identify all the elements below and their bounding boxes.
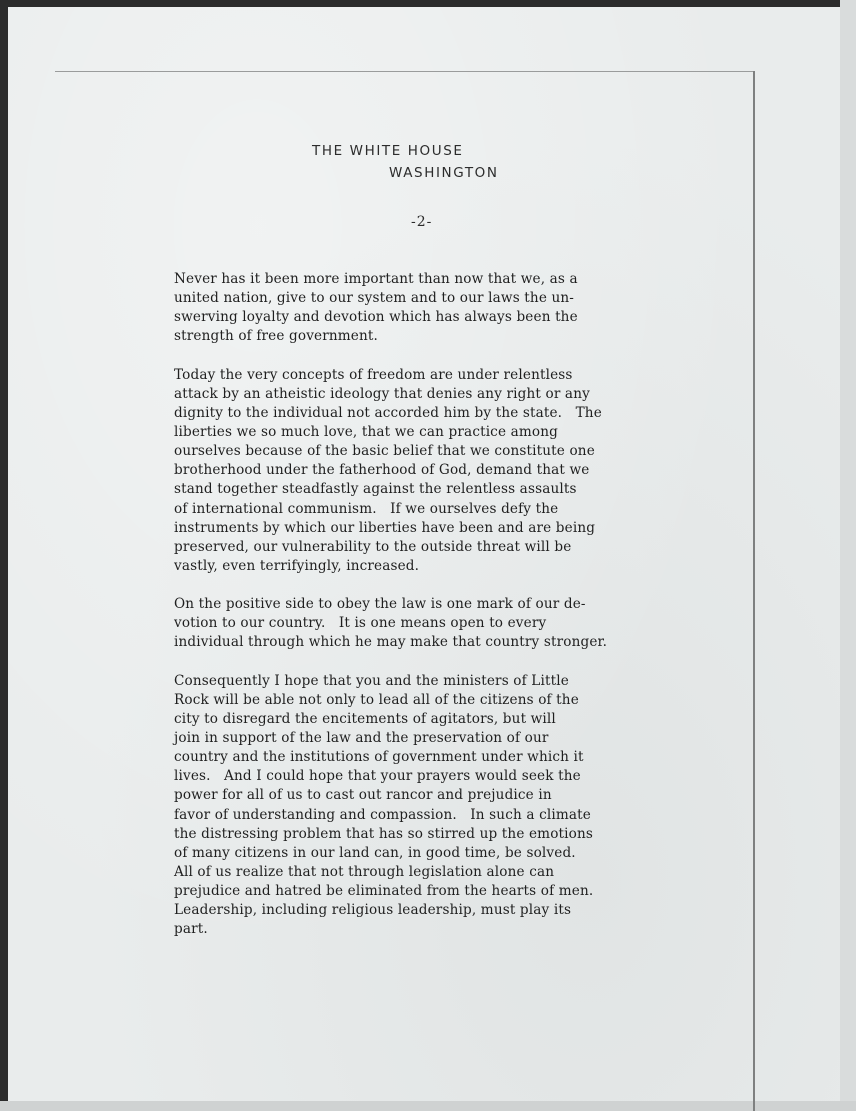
text-line: swerving loyalty and devotion which has always been the bbox=[174, 309, 578, 326]
text-line: united nation, give to our system and to our laws the un- bbox=[174, 290, 575, 307]
text-line: vastly, even terrifyingly, increased. bbox=[174, 557, 420, 574]
text-line: prejudice and hatred be eliminated from the hearts of men. bbox=[174, 883, 594, 900]
scan-edge-bottom bbox=[0, 1101, 856, 1111]
text-line: favor of understanding and compassion. In such a climate bbox=[174, 806, 591, 823]
paragraph bbox=[174, 366, 734, 577]
text-line: power for all of us to cast out rancor and prejudice in bbox=[174, 787, 552, 804]
text-line: Today the very concepts of freedom are under relentless bbox=[174, 366, 573, 383]
page-number: -2- bbox=[411, 214, 433, 230]
text-line: attack by an atheistic ideology that denies any right or any bbox=[174, 385, 590, 402]
text-line: lives. And I could hope that your prayers would seek the bbox=[174, 768, 581, 785]
text-line: of many citizens in our land can, in good time, be solved. bbox=[174, 844, 576, 861]
text-line: individual through which he may make that country stronger. bbox=[174, 634, 608, 651]
text-line: part. bbox=[174, 921, 208, 938]
text-line: Consequently I hope that you and the ministers of Little bbox=[174, 672, 569, 689]
scan-edge-right bbox=[840, 0, 856, 1111]
underlying-page-edge-top bbox=[55, 71, 755, 72]
letterhead-title: THE WHITE HOUSE bbox=[312, 143, 464, 159]
text-line: On the positive side to obey the law is one mark of our de- bbox=[174, 596, 586, 613]
paragraph bbox=[174, 595, 734, 652]
text-line: join in support of the law and the preservation of our bbox=[174, 729, 549, 746]
letter-body bbox=[174, 270, 734, 959]
text-line: Never has it been more important than now that we, as a bbox=[174, 271, 578, 287]
text-line: of international communism. If we ourselves defy the bbox=[174, 500, 559, 517]
text-line: liberties we so much love, that we can practice among bbox=[174, 423, 559, 440]
text-line: All of us realize that not through legislation alone can bbox=[174, 863, 555, 880]
text-line: city to disregard the encitements of agitators, but will bbox=[174, 710, 556, 727]
text-line: the distressing problem that has so stirred up the emotions bbox=[174, 825, 594, 842]
paragraph bbox=[174, 270, 734, 347]
text-line: instruments by which our liberties have been and are being bbox=[174, 519, 596, 536]
underlying-page-edge-right bbox=[753, 71, 755, 1111]
letterhead-city: WASHINGTON bbox=[389, 165, 499, 181]
text-line: country and the institutions of government under which it bbox=[174, 749, 584, 766]
text-line: strength of free government. bbox=[174, 328, 378, 345]
paragraph bbox=[174, 672, 734, 940]
text-line: dignity to the individual not accorded him by the state. The bbox=[174, 404, 602, 421]
text-line: brotherhood under the fatherhood of God, demand that we bbox=[174, 462, 590, 479]
text-line: Leadership, including religious leadership, must play its bbox=[174, 902, 572, 919]
text-line: votion to our country. It is one means open to every bbox=[174, 615, 547, 632]
text-line: Rock will be able not only to lead all of the citizens of the bbox=[174, 691, 579, 708]
text-line: preserved, our vulnerability to the outside threat will be bbox=[174, 538, 572, 555]
text-line: stand together steadfastly against the relentless assaults bbox=[174, 481, 577, 498]
text-line: ourselves because of the basic belief that we constitute one bbox=[174, 443, 595, 460]
